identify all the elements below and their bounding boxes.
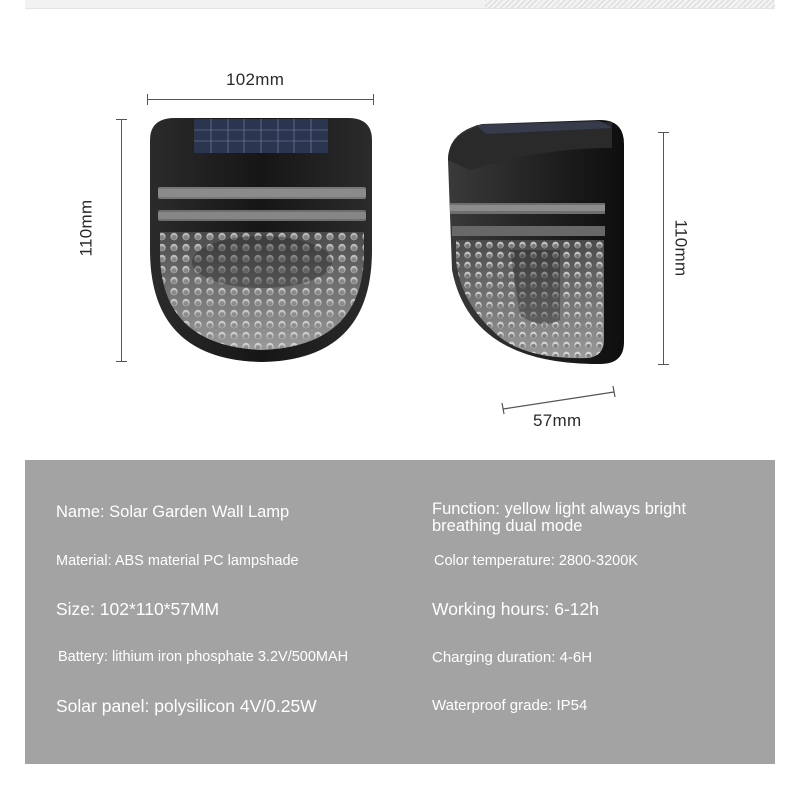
spec-waterproof-grade: Waterproof grade: IP54 [432,697,588,714]
spec-color-temperature: Color temperature: 2800-3200K [434,553,638,569]
front-width-label: 102mm [226,70,285,89]
spec-working-hours: Working hours: 6-12h [432,599,599,619]
spec-battery: Battery: lithium iron phosphate 3.2V/500MAH [58,649,349,665]
side-height-label: 110mm [671,219,691,277]
spec-charging-duration: Charging duration: 4-6H [432,649,593,666]
spec-material: Material: ABS material PC lampshade [56,553,299,569]
front-height-label: 110mm [76,199,96,257]
spec-function: Function: yellow light always bright breathing dual mode [432,500,687,535]
spec-solar-panel: Solar panel: polysilicon 4V/0.25W [56,696,317,716]
spec-size: Size: 102*110*57MM [56,599,220,619]
spec-name: Name: Solar Garden Wall Lamp [56,503,290,521]
side-depth-label: 57mm [533,411,582,430]
